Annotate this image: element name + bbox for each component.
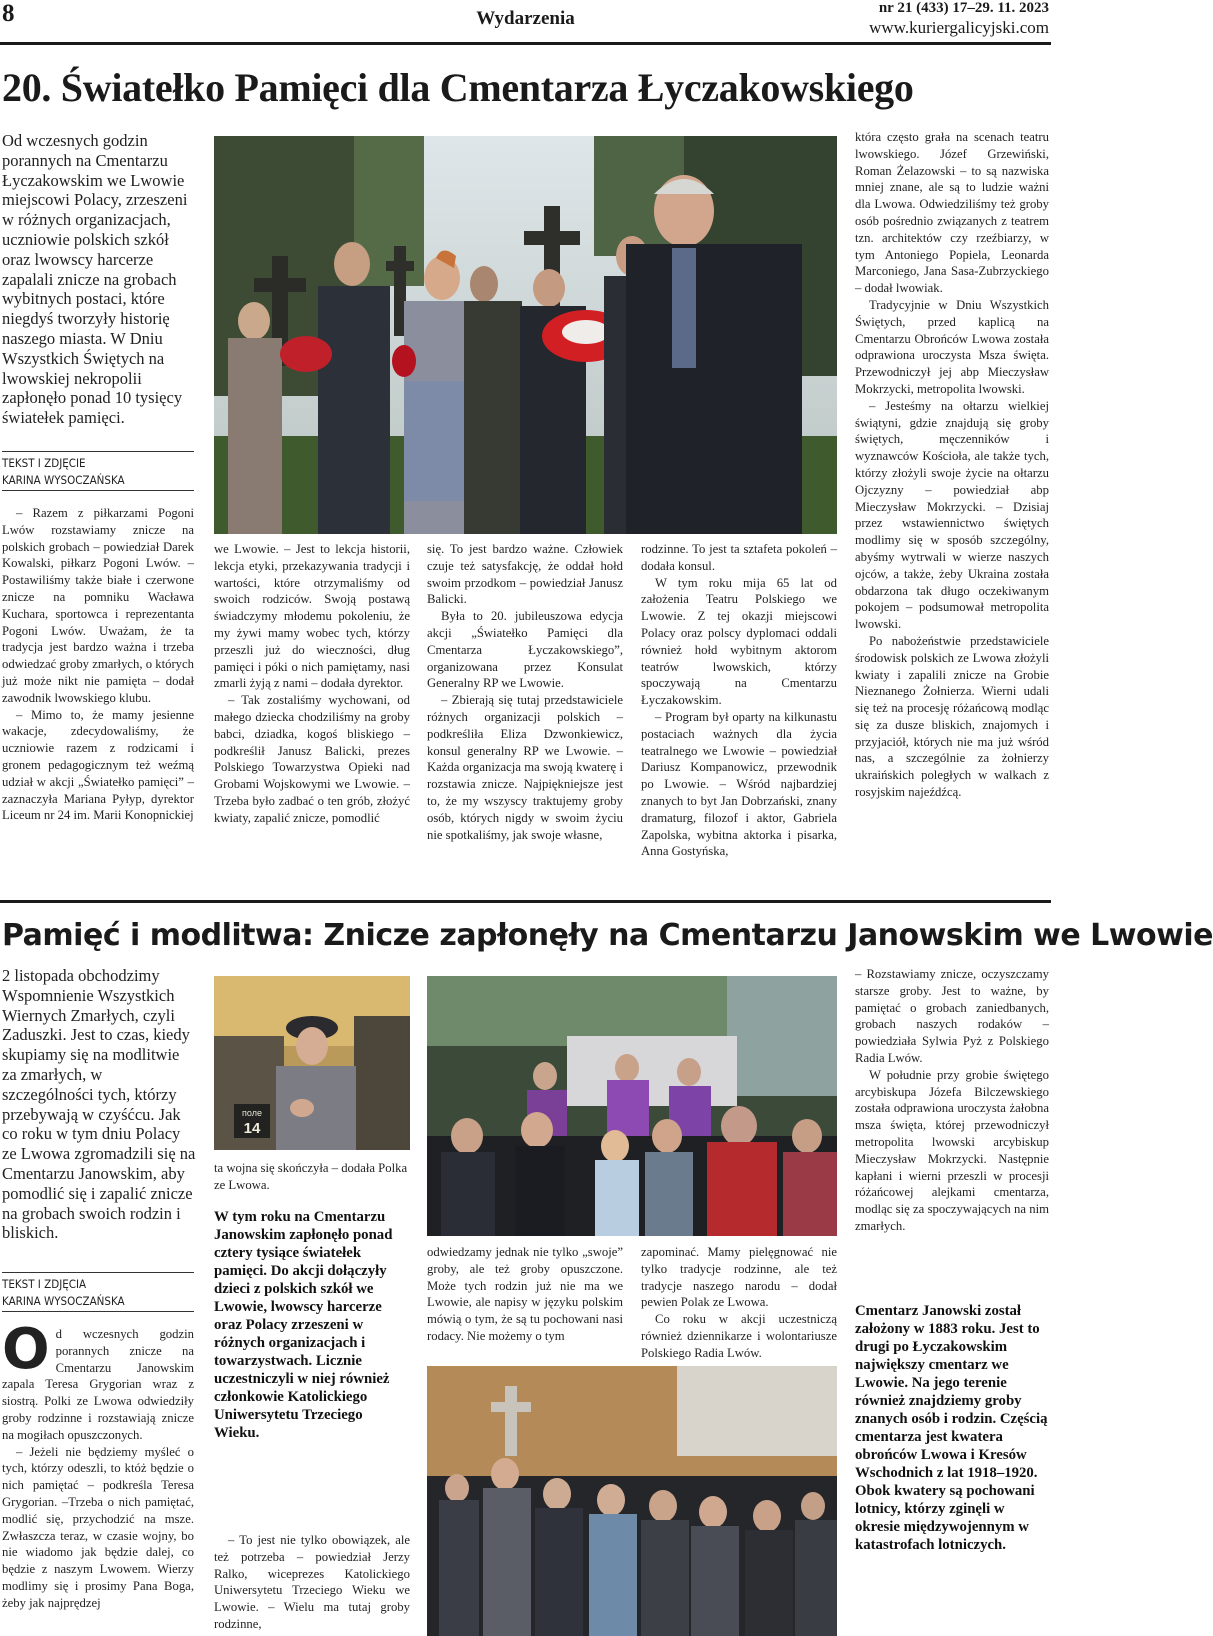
paragraph: – Mimo to, że mamy jesienne wakacje, zdecydowaliśmy, że uczniowie razem z rodzicami i gronem pedagogicznym też weźmą udział w akcji „Światełko pamięci” – zaznaczyła Mariana Pyłyp, dyrektor Liceum nr 24 im. Marii Konopnickiej: [2, 707, 194, 823]
article2-col4: [641, 1244, 837, 1362]
article2-highlight: W tym roku na Cmentarzu Janowskim zapłonęło ponad cztery tysiące światełek pamięci. Do akcji dołączyły dzieci z polskich szkół we Lwowie, lwowscy harcerze oraz Polacy zrzeszeni w różnych organizacjach i towarzystwach. Licznie uczestniczyli w niej również członkowie Katolickiego Uniwersytetu Trzeciego Wieku.: [214, 1209, 393, 1441]
article1-lead: Od wczesnych godzin porannych na Cmentarzu Łyczakowskim we Lwowie miejscowi Polacy, zrzeszeni w różnych organizacjach, uczniowie polskich szkół oraz lwowscy harcerze zapalali znicze na grobach wybitnych postaci, które niegdyś tworzyły historię naszego miasta. W Dniu Wszystkich Świętych na lwowskiej nekropolii zapłonęło ponad 10 tysięcy światełek pamięci.: [2, 131, 188, 428]
paragraph: – Zbierają się tutaj przedstawiciele różnych organizacji polskich – podkreśliła Eliza Dzwonkiewicz, konsul generalny RP we Lwowie. – Każda organizacja ma swoją kwaterę i rozstawia znicze. Najpiękniejsze jest to, że my wszyscy traktujemy groby osób, których nigdy w swoim życiu nie spotkaliśmy, jak swoje własne,: [427, 693, 623, 842]
credit-author: KARINA WYSOCZAŃSKA: [2, 1294, 125, 1308]
paragraph: Była to 20. jubileuszowa edycja akcji „Światełko Pamięci dla Cmentarza Łyczakowskiego”, organizowana przez Konsulat Generalny RP we Lwowie.: [427, 609, 623, 691]
paragraph: – Rozstawiamy znicze, oczyszczamy starsze groby. Jest to ważne, by pamiętać o grobach zaniedbanych, grobach naszych rodaków – powiedziała Sylwia Pyż z Polskiego Radia Lwów.: [855, 967, 1049, 1065]
paragraph: – Jesteśmy na ołtarzu wielkiej świątyni, gdzie znajdują się groby świętych, męczenników i wyznawców Kościoła, ale także tych, którzy złożyli swoje życie na ołtarzu Ojczyzny – powiedział abp Mieczysław Mokrzycki. – Dzisiaj przez wstawiennictwo świętych modlimy się w sposób szczególny, abyśmy wytrwali w wierze naszych ojców, a także, żeby Ukraina została obdarzona tak długo oczekiwanym pokojem – podsumował metropolita lwowski.: [855, 398, 1049, 632]
article2-col1: [2, 1317, 194, 1612]
article2-sidebar-note: Cmentarz Janowski został założony w 1883 roku. Jest to drugi po Łyczakowskim największy cmentarz we Lwowie. Na jego terenie również znajdziemy groby znanych osób i rodzin. Częścią cmentarza jest kwatera obrońców Lwowa i Kresów Wschodnich z lat 1918–1920. Obok kwatery są pochowani lotnicy, którzy zginęli w okresie międzywojennym w katastrofach lotniczych.: [855, 1303, 1048, 1553]
photo-procession: [427, 1366, 837, 1636]
credit-author: KARINA WYSOCZAŃSKA: [2, 473, 125, 487]
paragraph: która często grała na scenach teatru lwowskiego. Józef Grzewiński, Roman Żelazowski – to są nazwiska mniej znane, ale są to ludzie ważni dla Lwowa. Odwiedziliśmy też groby osób pośrednio związanych z teatrem tzn. architektów czy rzeźbiarzy, w tym Antoniego Popiela, Leonarda Marconiego, Jana Sasa-Zubrzyckiego – dodał lwowiak.: [855, 130, 1049, 296]
paragraph: się. To jest bardzo ważne. Człowiek czuje też satysfakcję, że oddał hołd swoim przodkom – powiedział Janusz Balicki.: [427, 542, 623, 607]
paragraph: odwiedzamy jednak nie tylko „swoje” groby, ale też groby opuszczone. Może tych rodzin już nie ma we Lwowie, ale napisy w języku polskim mówią o tym, że są tu pochowani nasi rodacy. Nie możemy o tym: [427, 1245, 623, 1343]
paragraph: zapominać. Mamy pielęgnować nie tylko tradycje rodzinne, ale też tradycje naszego narodu – dodał pewien Polak ze Lwowa.: [641, 1245, 837, 1310]
photo-procession-image: [427, 1366, 837, 1636]
article1-col3: [427, 541, 623, 843]
article2-credit: [2, 1276, 194, 1310]
page-number: 8: [2, 0, 15, 27]
article2-headline: Pamięć i modlitwa: Znicze zapłonęły na Cmentarzu Janowskim we Lwowie: [2, 918, 1213, 953]
credit-rule: [2, 451, 194, 452]
photo-mass-cemetery: [427, 976, 837, 1236]
website-link[interactable]: www.kuriergalicyjski.com: [869, 18, 1049, 37]
caption-text: ta wojna się skończyła – dodała Polka ze Lwowa.: [214, 1161, 408, 1192]
dropcap-letter: O: [2, 1317, 50, 1382]
article-divider: [0, 900, 1051, 903]
paragraph: – Program był oparty na kilkunastu postaciach ważnych dla życia teatralnego we Lwowie – powiedział Dariusz Kompanowicz, przewodnik po Lwowie. – Wśród najbardziej znanych to byt Jan Dobrzański, znany dramaturg, filozof i aktor, Gabriela Zapolska, wybitna aktorka i pisarka, Anna Gostyńska,: [641, 709, 837, 859]
photo-woman-grave-image: [214, 976, 410, 1150]
paragraph: Co roku w akcji uczestniczą również dziennikarze i wolontariusze Polskiego Radia Lwów.: [641, 1312, 837, 1360]
paragraph: – Jeżeli nie będziemy myśleć o tych, którzy odeszli, to któż będzie o nich pamiętać – podkreśla Teresa Grygorian. –Trzeba o nich pamiętać, modlić się, przychodzić na msze. Zwłaszcza teraz, w czasie wojny, bo nie wiadomo jak będzie dalej, co będzie z naszym Lwowem. Wierzy modlimy się i prosimy Pana Boga, żeby jak najprędzej: [2, 1444, 194, 1610]
article1-col1: [2, 505, 194, 824]
article1-col4: [641, 541, 837, 860]
credit-rule: [2, 1311, 194, 1312]
photo-woman-grave: [214, 976, 410, 1150]
paragraph: – To jest nie tylko obowiązek, ale też potrzeba – powiedział Jerzy Ralko, wiceprezes Katolickiego Uniwersytetu Trzeciego Wieku we Lwowie. – Wielu ma tutaj groby rodzinne,: [214, 1533, 410, 1631]
paragraph: we Lwowie. – Jest to lekcja historii, lekcja etyki, przekazywania tradycji i wartości, które otrzymaliśmy od swoich rodziców. Swoją postawą świadczymy młodemu pokoleniu, że my żywi mamy wobec tych, którzy przeszli już do wieczności, dług pamięci i póki o nich pamiętamy, nasi zmarli żyją z nami – dodała dyrektor.: [214, 542, 410, 691]
paragraph: – Tak zostaliśmy wychowani, od małego dziecka chodziliśmy na groby babci, dziadka, kogoś bliskiego – podkreślił Janusz Balicki, prezes Polskiego Towarzystwa Opieki nad Grobami Wojskowymi we Lwowie. – Trzeba było zadbać o ten grób, złożyć kwiaty, zapalić znicze, pomodlić: [214, 693, 410, 825]
article1-headline: 20. Światełko Pamięci dla Cmentarza Łyczakowskiego: [2, 65, 914, 110]
header-rule: [0, 42, 1051, 45]
photo-lychakiv-group-image: [214, 136, 837, 534]
paragraph: W południe przy grobie świętego arcybiskupa Józefa Bilczewskiego została odprawiona uroczysta żałobna msza święta, której przewodniczył metropolita lwowski arcybiskup Mieczysław Mokrzycki. Następnie kapłani i wierni przeszli w procesji różańcowej alejkami cmentarza, modląc się za spoczywających na nim zmarłych.: [855, 1067, 1049, 1233]
page-header: [0, 0, 1051, 46]
paragraph: Po nabożeństwie przedstawiciele środowisk polskich ze Lwowa złożyli kwiaty i zapalili znicze na Grobie Nieznanego Żołnierza. Wierni udali się też na procesję różańcową modląc się za dusze bliskich, znajomych i przyjaciół, których nie ma już wśród nas, a szczególnie za żołnierzy ukraińskich poległych w walkach z rosyjskim najeźdźcą.: [855, 633, 1049, 800]
article2-col2: [214, 1532, 410, 1633]
photo-mass-cemetery-image: [427, 976, 837, 1236]
paragraph: Tradycyjnie w Dniu Wszystkich Świętych, przed kaplicą na Cmentarzu Obrońców Lwowa została odprawiona uroczysta Msza święta. Przewodniczył jej abp Mieczysław Mokrzycki, metropolita lwowski.: [855, 297, 1049, 396]
article1-col2: [214, 541, 410, 827]
credit-line: TEKST I ZDJĘCIA: [2, 1277, 87, 1291]
paragraph: [2, 1317, 194, 1444]
article2-col5: [855, 966, 1049, 1235]
article1-credit: [2, 455, 194, 489]
paragraph: W tym roku mija 65 lat od założenia Teatru Polskiego we Lwowie. Z tej okazji miejscowi Polacy oraz polscy dyplomaci oddali również hołd wybitnym aktorom teatrów lwowskich, którzy spoczywają na Cmentarzu Łyczakowskim.: [641, 575, 837, 708]
issue-info: nr 21 (433) 17–29. 11. 2023: [878, 0, 1049, 16]
section-label: Wydarzenia: [476, 8, 575, 29]
credit-line: TEKST I ZDJĘCIE: [2, 456, 86, 470]
credit-rule: [2, 1272, 194, 1273]
article2-lead: 2 listopada obchodzimy Wspomnienie Wszystkich Wiernych Zmarłych, czyli Zaduszki. Jest to czas, kiedy skupiamy się na modlitwie za zmarłych, w szczególności tych, którzy przebywają w czyśćcu. Jak co roku w tym dniu Polacy ze Lwowa zgromadzili się na Cmentarzu Janowskim, aby pomodlić się i zapalić znicze na grobach swoich rodzin i bliskich.: [2, 966, 196, 1243]
dropcap-paragraph-text: d wczesnych godzin porannych znicze na Cmentarzu Janowskim zapala Teresa Grygorian wraz z siostrą. Polki ze Lwowa odwiedziły groby rodzinne i rozstawiają znicze na mogiłach opuszczonych.: [2, 1327, 194, 1442]
credit-rule: [2, 490, 194, 491]
article2-col3: [427, 1244, 623, 1345]
paragraph: – Razem z piłkarzami Pogoni Lwów rozstawiamy znicze na polskich grobach – powiedział Darek Kowalski, piłkarz Pogoni Lwów. – Postawiliśmy także białe i czerwone znicze na pomniku Wacława Kuchara, sportowca i reprezentanta Pogoni Lwów. Uważam, że ta tradycja jest bardzo ważna i trzeba odwiedzać groby zmarłych, o których już może nikt nie pamięta – dodał zawodnik lwowskiego klubu.: [2, 506, 195, 705]
photo-caption: [214, 1160, 410, 1194]
photo-lychakiv-group: [214, 136, 837, 534]
paragraph: rodzinne. To jest ta sztafeta pokoleń – dodała konsul.: [641, 542, 837, 573]
plaque-label: поле: [242, 1108, 262, 1118]
plaque-number: 14: [243, 1120, 261, 1137]
article1-col5: [855, 129, 1049, 801]
